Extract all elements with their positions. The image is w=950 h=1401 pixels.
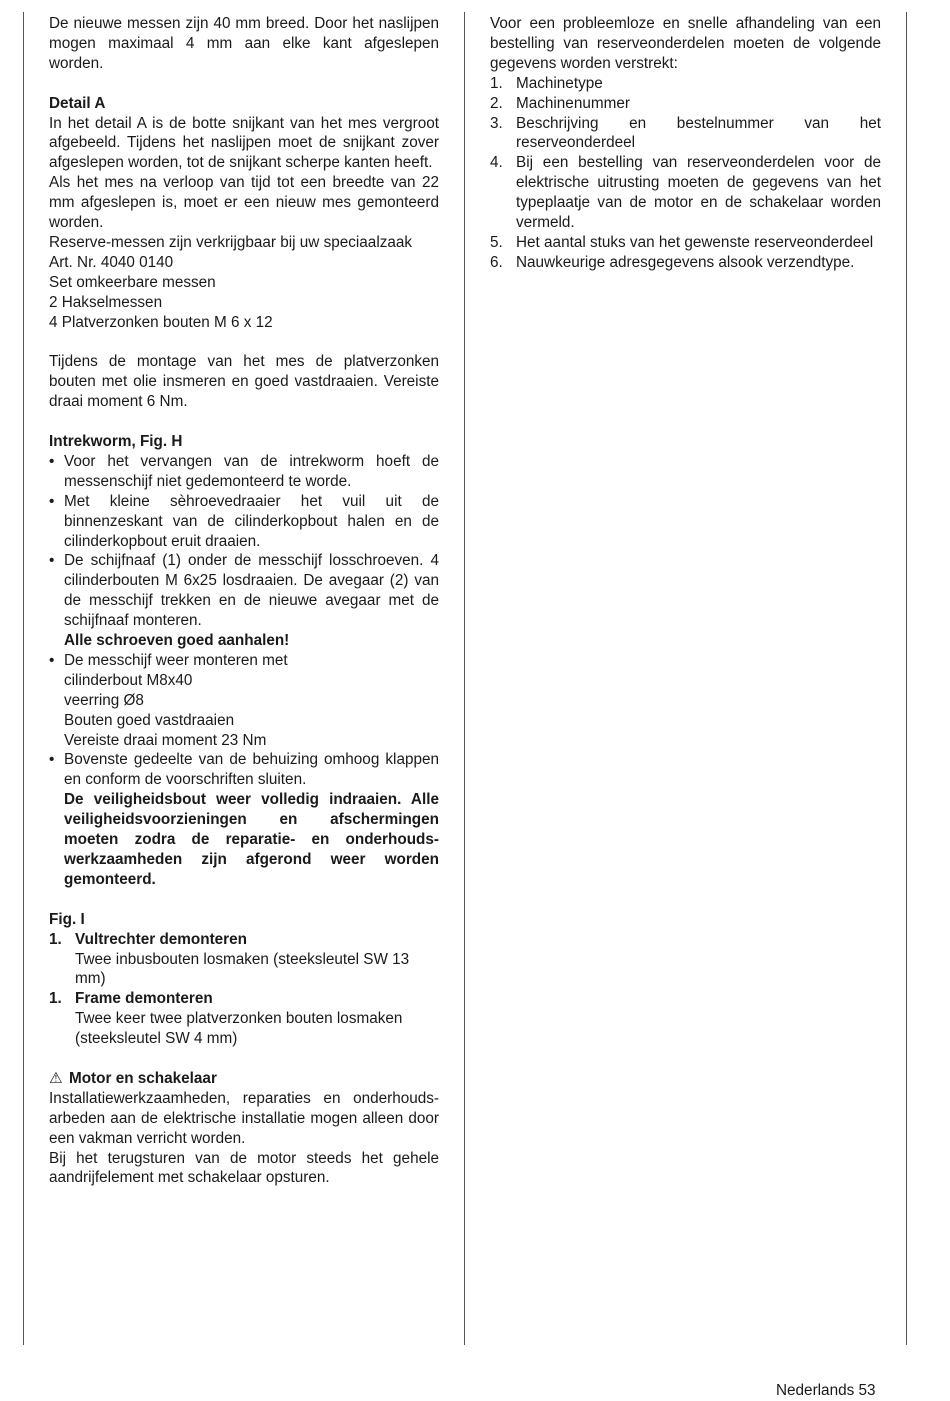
step-number: 1.	[49, 990, 62, 1008]
page-footer: Nederlands 53	[776, 1382, 876, 1399]
ordering-item	[490, 153, 881, 233]
column-divider	[464, 12, 465, 1345]
step-title: Vultrechter demonteren	[75, 930, 247, 948]
ordering-item	[490, 94, 881, 114]
list-item-line: Vereiste draai moment 23 Nm	[64, 731, 267, 749]
ordering-item	[490, 233, 881, 253]
warning-icon: ⚠	[49, 1069, 63, 1087]
intrekworm-heading: Intrekworm, Fig. H	[49, 432, 183, 450]
motor-heading-text: Motor en schakelaar	[68, 1069, 217, 1087]
safety-warning: De veiligheidsbout weer volledig indraaien. Alle veiligheidsvoorzieningen en afschermingen moeten zodra de reparatie- en onderhouds-werkzaamheden zijn afgerond weer worden gemonteerd.	[64, 791, 439, 888]
item-number: 6.	[490, 253, 503, 271]
right-column	[490, 14, 881, 273]
spare-parts-line: Reserve-messen zijn verkrijgbaar bij uw speciaalzaak	[49, 233, 413, 251]
bolts-line: 4 Platverzonken bouten M 6 x 12	[49, 313, 273, 331]
item-number: 3.	[490, 114, 503, 132]
right-margin-rule	[906, 12, 907, 1345]
detail-a-paragraph-1: In het detail A is de botte snijkant van het mes vergroot afgebeeld. Tijdens het naslijpen moet de snijkant zover afgeslepen worden, tot de snijkant scherpe kanten heeft.	[49, 114, 439, 172]
list-item	[49, 551, 439, 651]
motor-paragraph-2: Bij het terugsturen van de motor steeds het gehele aandrijfelement met schakelaar opsturen.	[49, 1149, 439, 1187]
fig-i-step	[49, 930, 439, 950]
detail-a-paragraph-2: Als het mes na verloop van tijd tot een breedte van 22 mm afgeslepen is, moet er een nieuw mes gemonteerd worden.	[49, 174, 439, 232]
item-number: 2.	[490, 94, 503, 112]
ordering-item	[490, 253, 881, 273]
item-number: 5.	[490, 233, 503, 251]
item-text: Machinetype	[516, 74, 603, 92]
ordering-item	[490, 114, 881, 154]
list-item: • Met kleine sèhroevedraaier het vuil uit de binnenzeskant van de cilinderkopbout halen en de cilinderkopbout eruit draaien.	[49, 492, 439, 552]
list-item-line: Bouten goed vastdraaien	[64, 711, 235, 729]
detail-a-paragraph-3: Tijdens de montage van het mes de platverzonken bouten met olie insmeren en goed vastdraaien. Vereiste draai moment 6 Nm.	[49, 353, 439, 411]
left-margin-rule	[23, 12, 24, 1345]
list-item	[49, 651, 439, 751]
step-number: 1.	[49, 930, 62, 948]
list-item-line: • De messchijf weer monteren met	[64, 651, 288, 669]
motor-heading	[49, 1069, 439, 1089]
item-text: Nauwkeurige adresgegevens alsook verzendtype.	[516, 253, 855, 271]
chopping-knives-line: 2 Hakselmessen	[49, 293, 163, 311]
left-column	[49, 14, 439, 1188]
ordering-intro: Voor een probleemloze en snelle afhandeling van een bestelling van reserveonderdelen moeten de volgende gegevens worden verstrekt:	[490, 15, 881, 72]
detail-a-heading: Detail A	[49, 94, 106, 112]
list-item-text: • De schijfnaaf (1) onder de messchijf losschroeven. 4 cilinderbouten M 6x25 losdraaien. De avegaar (2) van de messchijf trekken en de nieuwe avegaar met de schijfnaaf monteren.	[64, 552, 439, 630]
step-text: Twee inbusbouten losmaken (steeksleutel SW 13 mm)	[75, 950, 410, 988]
step-text: Twee keer twee platverzonken bouten losmaken (steeksleutel SW 4 mm)	[75, 1010, 403, 1048]
list-item: • Voor het vervangen van de intrekworm hoeft de messenschijf niet gedemonteerd te worde.	[49, 452, 439, 492]
item-text: Beschrijving en bestelnummer van het reserveonderdeel	[516, 114, 881, 152]
list-item-line: veerring Ø8	[64, 691, 144, 709]
list-item-line: cilinderbout M8x40	[64, 671, 193, 689]
intro-paragraph: De nieuwe messen zijn 40 mm breed. Door het naslijpen mogen maximaal 4 mm aan elke kant afgeslepen worden.	[49, 15, 439, 72]
item-number: 1.	[490, 74, 503, 92]
fig-i-heading: Fig. I	[49, 910, 85, 928]
tighten-warning: Alle schroeven goed aanhalen!	[64, 632, 290, 650]
step-title: Frame demonteren	[75, 990, 213, 1008]
fig-i-step	[49, 989, 439, 1009]
list-item	[49, 750, 439, 889]
intrekworm-list	[49, 452, 439, 890]
knife-set-line: Set omkeerbare messen	[49, 273, 216, 291]
item-number: 4.	[490, 154, 503, 172]
list-item-text: • Bovenste gedeelte van de behuizing omhoog klappen en conform de voorschriften sluiten.	[64, 751, 439, 789]
item-text: Het aantal stuks van het gewenste reserveonderdeel	[516, 233, 874, 251]
motor-paragraph-1: Installatiewerkzaamheden, reparaties en onderhouds-arbeden aan de elektrische installatie mogen alleen door een vakman verricht worden.	[49, 1089, 439, 1147]
item-text: Machinenummer	[516, 94, 630, 112]
ordering-item	[490, 74, 881, 94]
article-number-line: Art. Nr. 4040 0140	[49, 253, 174, 271]
item-text: Bij een bestelling van reserveonderdelen voor de elektrische uitrusting moeten de gegevens van het typeplaatje van de motor en de schakelaar worden vermeld.	[516, 154, 881, 232]
